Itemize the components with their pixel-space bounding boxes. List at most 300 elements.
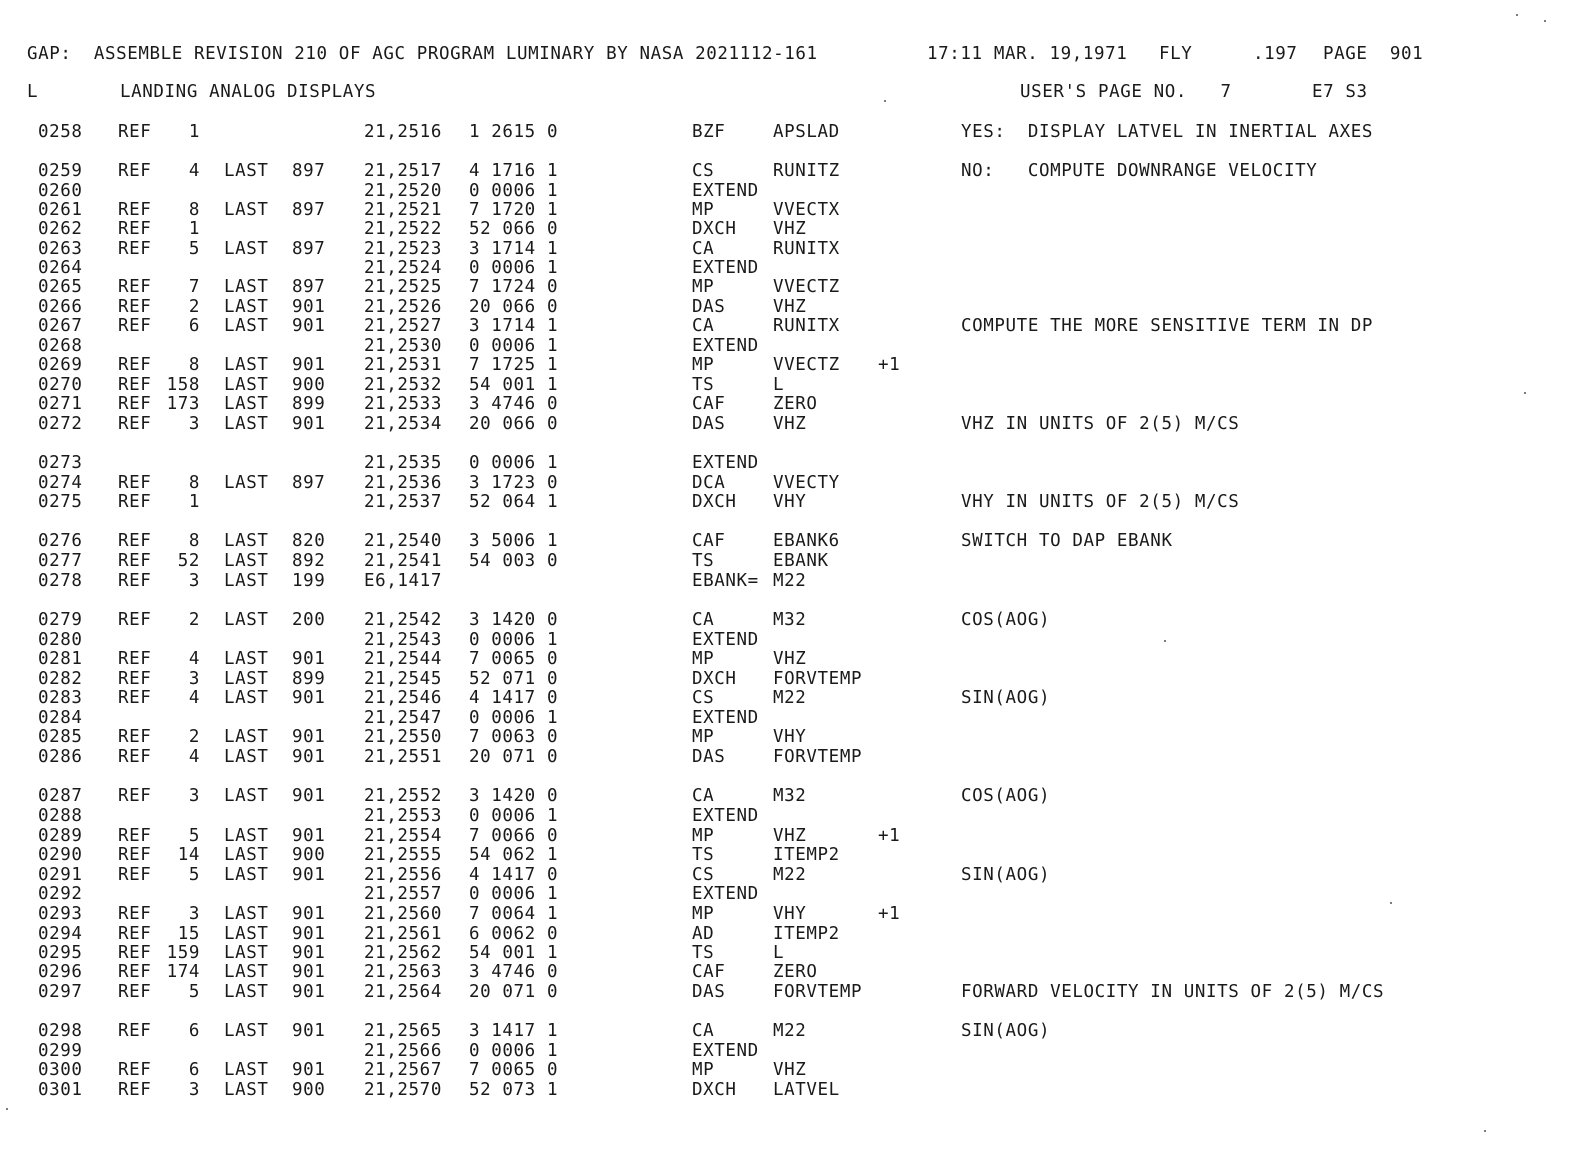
- memory-address: 21,2537: [364, 492, 442, 512]
- ref-label: REF: [118, 219, 152, 239]
- operand: VHZ: [773, 826, 807, 846]
- memory-address: 21,2526: [364, 297, 442, 317]
- memory-address: 21,2564: [364, 982, 442, 1002]
- operand: RUNITZ: [773, 161, 840, 181]
- last-label: LAST: [224, 394, 269, 414]
- ref-count: 7: [188, 277, 200, 297]
- last-label: LAST: [224, 865, 269, 885]
- comment: COS(AOG): [961, 786, 1051, 806]
- last-page: 901: [292, 1060, 326, 1080]
- opcode: EXTEND: [692, 181, 759, 201]
- operand: VHZ: [773, 1060, 807, 1080]
- listing-row: [0, 161, 1582, 180]
- octal-code: 7 1725 1: [469, 355, 559, 375]
- octal-code: 54 062 1: [469, 845, 559, 865]
- ref-label: REF: [118, 122, 152, 142]
- last-label: LAST: [224, 924, 269, 944]
- bank-code: E7 S3: [1312, 82, 1368, 102]
- octal-code: 54 001 1: [469, 943, 559, 963]
- octal-code: 52 064 1: [469, 492, 559, 512]
- ref-count: 3: [188, 1080, 200, 1100]
- listing-row: [0, 845, 1582, 864]
- line-number: 0283: [38, 688, 83, 708]
- operand: EBANK6: [773, 531, 840, 551]
- line-number: 0261: [38, 200, 83, 220]
- octal-code: 6 0062 0: [469, 924, 559, 944]
- operand: EBANK: [773, 551, 829, 571]
- comment: NO: COMPUTE DOWNRANGE VELOCITY: [961, 161, 1318, 181]
- ref-count: 5: [188, 239, 200, 259]
- line-number: 0280: [38, 630, 83, 650]
- ref-count: 6: [188, 316, 200, 336]
- line-number: 0262: [38, 219, 83, 239]
- operand: LATVEL: [773, 1080, 840, 1100]
- last-page: 897: [292, 277, 326, 297]
- octal-code: 54 001 1: [469, 375, 559, 395]
- operand: VVECTZ: [773, 277, 840, 297]
- last-label: LAST: [224, 277, 269, 297]
- operand-modifier: +1: [878, 355, 901, 375]
- ref-count: 159: [166, 943, 200, 963]
- listing-row: [0, 219, 1582, 238]
- octal-code: 7 0064 1: [469, 904, 559, 924]
- ref-label: REF: [118, 943, 152, 963]
- operand: ZERO: [773, 962, 818, 982]
- last-page: 901: [292, 355, 326, 375]
- memory-address: 21,2555: [364, 845, 442, 865]
- opcode: DXCH: [692, 219, 737, 239]
- listing-row: [0, 394, 1582, 413]
- listing-row: [0, 316, 1582, 335]
- scan-speck: [1524, 392, 1526, 394]
- memory-address: 21,2536: [364, 473, 442, 493]
- opcode: EXTEND: [692, 630, 759, 650]
- last-label: LAST: [224, 239, 269, 259]
- last-label: LAST: [224, 473, 269, 493]
- octal-code: 4 1417 0: [469, 865, 559, 885]
- last-page: 899: [292, 669, 326, 689]
- opcode: DAS: [692, 414, 726, 434]
- ref-count: 14: [177, 845, 200, 865]
- last-page: 900: [292, 375, 326, 395]
- memory-address: 21,2522: [364, 219, 442, 239]
- ref-count: 5: [188, 982, 200, 1002]
- memory-address: 21,2570: [364, 1080, 442, 1100]
- line-number: 0293: [38, 904, 83, 924]
- opcode: CS: [692, 865, 715, 885]
- line-number: 0270: [38, 375, 83, 395]
- ref-count: 3: [188, 786, 200, 806]
- memory-address: 21,2516: [364, 122, 442, 142]
- listing-row: [0, 122, 1582, 141]
- last-label: LAST: [224, 727, 269, 747]
- memory-address: 21,2556: [364, 865, 442, 885]
- ref-count: 4: [188, 747, 200, 767]
- octal-code: 0 0006 1: [469, 258, 559, 278]
- ref-label: REF: [118, 200, 152, 220]
- ref-count: 3: [188, 669, 200, 689]
- memory-address: 21,2535: [364, 453, 442, 473]
- listing-row: [0, 826, 1582, 845]
- last-label: LAST: [224, 845, 269, 865]
- ref-label: REF: [118, 865, 152, 885]
- line-number: 0277: [38, 551, 83, 571]
- line-number: 0297: [38, 982, 83, 1002]
- octal-code: 20 071 0: [469, 982, 559, 1002]
- last-page: 901: [292, 688, 326, 708]
- operand: VHZ: [773, 219, 807, 239]
- ref-label: REF: [118, 394, 152, 414]
- operand: VVECTX: [773, 200, 840, 220]
- last-page: 901: [292, 904, 326, 924]
- octal-code: 3 4746 0: [469, 962, 559, 982]
- line-number: 0258: [38, 122, 83, 142]
- operand: M32: [773, 786, 807, 806]
- memory-address: 21,2531: [364, 355, 442, 375]
- ref-label: REF: [118, 924, 152, 944]
- ref-label: REF: [118, 688, 152, 708]
- operand: ZERO: [773, 394, 818, 414]
- octal-code: 52 071 0: [469, 669, 559, 689]
- last-label: LAST: [224, 943, 269, 963]
- last-page: 901: [292, 747, 326, 767]
- octal-code: 3 1723 0: [469, 473, 559, 493]
- comment: SIN(AOG): [961, 865, 1051, 885]
- operand: M32: [773, 610, 807, 630]
- listing-row: [0, 708, 1582, 727]
- octal-code: 54 003 0: [469, 551, 559, 571]
- line-number: 0288: [38, 806, 83, 826]
- ref-label: REF: [118, 826, 152, 846]
- octal-code: 20 066 0: [469, 414, 559, 434]
- listing-row: [0, 1060, 1582, 1079]
- last-label: LAST: [224, 610, 269, 630]
- listing-row: [0, 414, 1582, 433]
- ref-label: REF: [118, 239, 152, 259]
- operand: VVECTY: [773, 473, 840, 493]
- memory-address: 21,2521: [364, 200, 442, 220]
- listing-row: [0, 924, 1582, 943]
- listing-row: [0, 239, 1582, 258]
- line-number: 0278: [38, 571, 83, 591]
- ref-count: 1: [188, 492, 200, 512]
- listing-row: [0, 336, 1582, 355]
- line-number: 0271: [38, 394, 83, 414]
- line-number: 0290: [38, 845, 83, 865]
- octal-code: 0 0006 1: [469, 453, 559, 473]
- line-number: 0267: [38, 316, 83, 336]
- opcode: DXCH: [692, 492, 737, 512]
- last-page: 901: [292, 786, 326, 806]
- octal-code: 3 1714 1: [469, 316, 559, 336]
- ref-label: REF: [118, 297, 152, 317]
- last-label: LAST: [224, 297, 269, 317]
- memory-address: 21,2557: [364, 884, 442, 904]
- last-page: 897: [292, 161, 326, 181]
- last-label: LAST: [224, 1080, 269, 1100]
- ref-count: 8: [188, 200, 200, 220]
- ref-label: REF: [118, 1080, 152, 1100]
- ref-label: REF: [118, 316, 152, 336]
- scan-speck: [1164, 640, 1166, 642]
- octal-code: 7 0063 0: [469, 727, 559, 747]
- operand: VVECTZ: [773, 355, 840, 375]
- ref-label: REF: [118, 962, 152, 982]
- last-label: LAST: [224, 355, 269, 375]
- listing-row: [0, 943, 1582, 962]
- memory-address: 21,2533: [364, 394, 442, 414]
- line-number: 0285: [38, 727, 83, 747]
- last-page: 199: [292, 571, 326, 591]
- opcode: MP: [692, 826, 715, 846]
- listing-row: [0, 473, 1582, 492]
- last-page: 901: [292, 826, 326, 846]
- ref-count: 52: [177, 551, 200, 571]
- memory-address: 21,2547: [364, 708, 442, 728]
- ref-count: 173: [166, 394, 200, 414]
- ref-label: REF: [118, 845, 152, 865]
- operand: VHY: [773, 727, 807, 747]
- opcode: CAF: [692, 394, 726, 414]
- last-page: 200: [292, 610, 326, 630]
- memory-address: 21,2530: [364, 336, 442, 356]
- opcode: DCA: [692, 473, 726, 493]
- last-label: LAST: [224, 414, 269, 434]
- ref-count: 4: [188, 161, 200, 181]
- last-label: LAST: [224, 200, 269, 220]
- operand: L: [773, 375, 785, 395]
- opcode: AD: [692, 924, 715, 944]
- listing-row: [0, 688, 1582, 707]
- line-number: 0284: [38, 708, 83, 728]
- opcode: DXCH: [692, 669, 737, 689]
- opcode: CS: [692, 688, 715, 708]
- line-number: 0294: [38, 924, 83, 944]
- opcode: EXTEND: [692, 708, 759, 728]
- memory-address: 21,2552: [364, 786, 442, 806]
- octal-code: 0 0006 1: [469, 884, 559, 904]
- header-timestamp: 17:11 MAR. 19,1971: [927, 44, 1128, 64]
- memory-address: 21,2567: [364, 1060, 442, 1080]
- last-page: 901: [292, 924, 326, 944]
- listing-row: [0, 1080, 1582, 1099]
- octal-code: 3 1417 1: [469, 1021, 559, 1041]
- listing-row: [0, 962, 1582, 981]
- comment: VHY IN UNITS OF 2(5) M/CS: [961, 492, 1240, 512]
- ref-label: REF: [118, 375, 152, 395]
- octal-code: 7 1720 1: [469, 200, 559, 220]
- octal-code: 0 0006 1: [469, 806, 559, 826]
- opcode: MP: [692, 277, 715, 297]
- last-label: LAST: [224, 316, 269, 336]
- last-page: 901: [292, 297, 326, 317]
- listing-row: [0, 649, 1582, 668]
- listing-row: [0, 181, 1582, 200]
- opcode: MP: [692, 649, 715, 669]
- listing-row: [0, 531, 1582, 550]
- listing-row: [0, 747, 1582, 766]
- line-number: 0291: [38, 865, 83, 885]
- memory-address: 21,2534: [364, 414, 442, 434]
- ref-label: REF: [118, 473, 152, 493]
- ref-label: REF: [118, 669, 152, 689]
- listing-row: [0, 355, 1582, 374]
- operand: RUNITX: [773, 239, 840, 259]
- memory-address: 21,2524: [364, 258, 442, 278]
- operand-modifier: +1: [878, 904, 901, 924]
- line-number: 0299: [38, 1041, 83, 1061]
- listing-row: [0, 786, 1582, 805]
- last-label: LAST: [224, 571, 269, 591]
- ref-label: REF: [118, 355, 152, 375]
- listing-row: [0, 277, 1582, 296]
- operand: VHZ: [773, 649, 807, 669]
- last-label: LAST: [224, 531, 269, 551]
- scan-speck: [1390, 902, 1392, 904]
- octal-code: 3 4746 0: [469, 394, 559, 414]
- last-page: 901: [292, 649, 326, 669]
- ref-count: 15: [177, 924, 200, 944]
- ref-count: 6: [188, 1060, 200, 1080]
- scan-speck: [1484, 1130, 1486, 1132]
- listing-row: [0, 492, 1582, 511]
- listing-row: [0, 297, 1582, 316]
- last-page: 820: [292, 531, 326, 551]
- memory-address: 21,2525: [364, 277, 442, 297]
- ref-label: REF: [118, 551, 152, 571]
- ref-count: 8: [188, 473, 200, 493]
- scan-speck: [1516, 14, 1518, 16]
- operand: VHY: [773, 904, 807, 924]
- octal-code: 7 0065 0: [469, 1060, 559, 1080]
- listing-row: [0, 200, 1582, 219]
- line-number: 0298: [38, 1021, 83, 1041]
- opcode: CA: [692, 316, 715, 336]
- opcode: DAS: [692, 297, 726, 317]
- header-number: .197: [1253, 44, 1298, 64]
- opcode: CA: [692, 1021, 715, 1041]
- line-number: 0292: [38, 884, 83, 904]
- octal-code: 0 0006 1: [469, 1041, 559, 1061]
- ref-count: 1: [188, 219, 200, 239]
- line-number: 0295: [38, 943, 83, 963]
- comment: COS(AOG): [961, 610, 1051, 630]
- opcode: CAF: [692, 531, 726, 551]
- last-label: LAST: [224, 1021, 269, 1041]
- memory-address: 21,2544: [364, 649, 442, 669]
- last-label: LAST: [224, 786, 269, 806]
- ref-label: REF: [118, 161, 152, 181]
- scan-speck: [6, 1108, 8, 1110]
- last-page: 901: [292, 727, 326, 747]
- ref-count: 5: [188, 865, 200, 885]
- operand: M22: [773, 1021, 807, 1041]
- comment: YES: DISPLAY LATVEL IN INERTIAL AXES: [961, 122, 1374, 142]
- octal-code: 20 066 0: [469, 297, 559, 317]
- line-number: 0286: [38, 747, 83, 767]
- octal-code: 3 5006 1: [469, 531, 559, 551]
- memory-address: 21,2565: [364, 1021, 442, 1041]
- ref-label: REF: [118, 1060, 152, 1080]
- operand: VHZ: [773, 297, 807, 317]
- listing-row: [0, 571, 1582, 590]
- operand: RUNITX: [773, 316, 840, 336]
- section-mark: L: [27, 82, 39, 102]
- line-number: 0276: [38, 531, 83, 551]
- octal-code: 0 0006 1: [469, 336, 559, 356]
- last-page: 899: [292, 394, 326, 414]
- ref-count: 4: [188, 649, 200, 669]
- ref-count: 1: [188, 122, 200, 142]
- operand: M22: [773, 865, 807, 885]
- opcode: TS: [692, 845, 715, 865]
- operand: FORVTEMP: [773, 982, 863, 1002]
- header-program-info: GAP: ASSEMBLE REVISION 210 OF AGC PROGRAM LUMINARY BY NASA 2021112-161: [27, 44, 818, 64]
- last-page: 901: [292, 414, 326, 434]
- line-number: 0281: [38, 649, 83, 669]
- operand: APSLAD: [773, 122, 840, 142]
- ref-label: REF: [118, 277, 152, 297]
- opcode: EXTEND: [692, 1041, 759, 1061]
- memory-address: 21,2520: [364, 181, 442, 201]
- operand: FORVTEMP: [773, 669, 863, 689]
- ref-count: 4: [188, 688, 200, 708]
- memory-address: E6,1417: [364, 571, 442, 591]
- listing-row: [0, 630, 1582, 649]
- line-number: 0289: [38, 826, 83, 846]
- opcode: CS: [692, 161, 715, 181]
- last-page: 897: [292, 239, 326, 259]
- operand: VHY: [773, 492, 807, 512]
- listing-row: [0, 669, 1582, 688]
- scan-speck: [884, 100, 886, 102]
- opcode: CA: [692, 610, 715, 630]
- ref-count: 2: [188, 727, 200, 747]
- opcode: MP: [692, 355, 715, 375]
- ref-count: 174: [166, 962, 200, 982]
- ref-count: 5: [188, 826, 200, 846]
- memory-address: 21,2540: [364, 531, 442, 551]
- operand: FORVTEMP: [773, 747, 863, 767]
- line-number: 0275: [38, 492, 83, 512]
- opcode: CA: [692, 239, 715, 259]
- listing-row: [0, 551, 1582, 570]
- listing-row: [0, 904, 1582, 923]
- listing-row: [0, 258, 1582, 277]
- octal-code: 1 2615 0: [469, 122, 559, 142]
- memory-address: 21,2542: [364, 610, 442, 630]
- ref-label: REF: [118, 571, 152, 591]
- last-page: 897: [292, 473, 326, 493]
- listing-row: [0, 884, 1582, 903]
- opcode: DAS: [692, 982, 726, 1002]
- ref-label: REF: [118, 747, 152, 767]
- octal-code: 0 0006 1: [469, 181, 559, 201]
- octal-code: 0 0006 1: [469, 708, 559, 728]
- listing-row: [0, 982, 1582, 1001]
- listing-row: [0, 727, 1582, 746]
- opcode: TS: [692, 375, 715, 395]
- line-number: 0296: [38, 962, 83, 982]
- opcode: MP: [692, 1060, 715, 1080]
- line-number: 0282: [38, 669, 83, 689]
- last-label: LAST: [224, 669, 269, 689]
- opcode: CAF: [692, 962, 726, 982]
- memory-address: 21,2566: [364, 1041, 442, 1061]
- last-label: LAST: [224, 747, 269, 767]
- last-label: LAST: [224, 161, 269, 181]
- last-page: 901: [292, 962, 326, 982]
